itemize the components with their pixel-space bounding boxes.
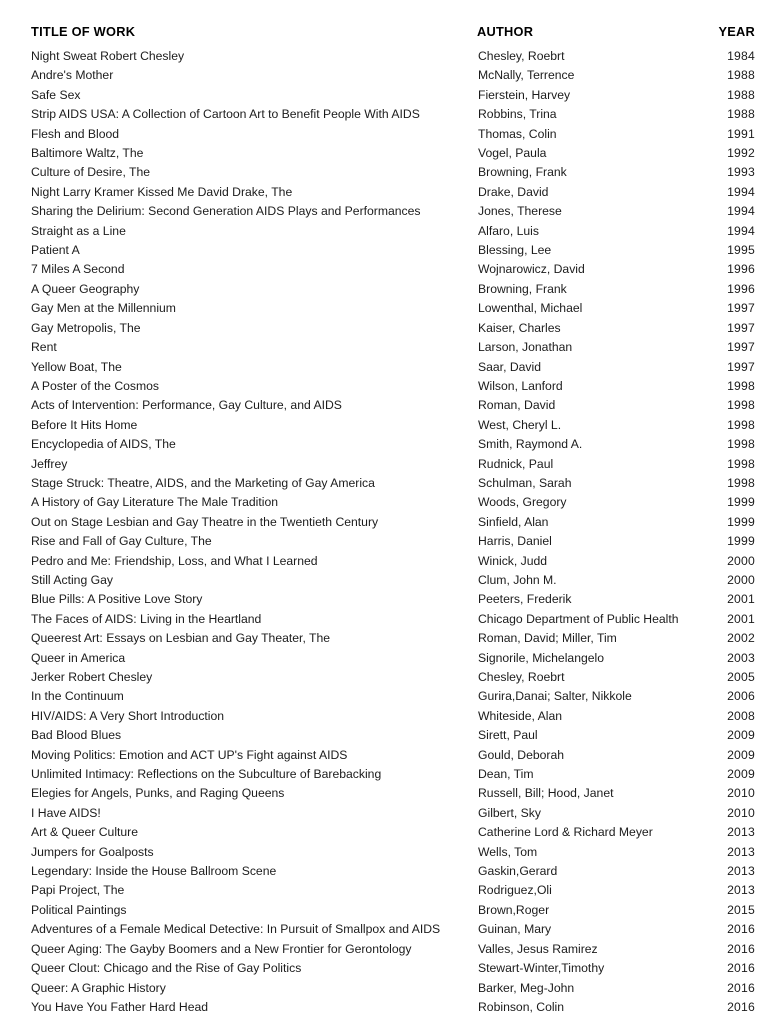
cell-author: Catherine Lord & Richard Meyer	[478, 825, 653, 840]
cell-author: Kaiser, Charles	[478, 320, 561, 335]
cell-author: West, Cheryl L.	[478, 417, 562, 432]
table-row	[31, 396, 755, 415]
cell-year: 1988	[727, 87, 755, 102]
cell-year: 1997	[727, 359, 755, 374]
cell-title: A Queer Geography	[31, 281, 140, 296]
cell-author: Stewart-Winter,Timothy	[478, 961, 605, 976]
table-row	[31, 532, 755, 551]
cell-title: Sharing the Delirium: Second Generation AIDS Plays and Performances	[31, 204, 421, 219]
cell-author: Whiteside, Alan	[478, 708, 563, 723]
cell-author: Wilson, Lanford	[478, 378, 563, 393]
cell-year: 1997	[727, 301, 755, 316]
table-row	[31, 493, 755, 512]
cell-year: 1998	[727, 475, 755, 490]
cell-title: Queer Aging: The Gayby Boomers and a New Frontier for Gerontology	[31, 941, 412, 956]
cell-title: Safe Sex	[31, 87, 81, 102]
table-row	[31, 125, 755, 144]
cell-author: Saar, David	[478, 359, 542, 374]
cell-year: 1998	[727, 437, 755, 452]
cell-title: Culture of Desire, The	[31, 165, 150, 180]
table-row	[31, 513, 755, 532]
cell-author: Guinan, Mary	[478, 922, 552, 937]
cell-author: Vogel, Paula	[478, 146, 547, 161]
cell-year: 1998	[727, 378, 755, 393]
table-row	[31, 105, 755, 124]
cell-title: Straight as a Line	[31, 223, 126, 238]
cell-title: Elegies for Angels, Punks, and Raging Queens	[31, 786, 285, 801]
cell-title: Rise and Fall of Gay Culture, The	[31, 534, 212, 549]
cell-year: 2013	[727, 864, 755, 879]
cell-author: Blessing, Lee	[478, 243, 552, 258]
cell-title: Patient A	[31, 243, 80, 258]
table-row	[31, 804, 755, 823]
cell-title: Jumpers for Goalposts	[31, 844, 154, 859]
table-row	[31, 784, 755, 803]
cell-title: Night Larry Kramer Kissed Me David Drake, The	[31, 184, 293, 199]
table-row	[31, 416, 755, 435]
cell-year: 2013	[727, 825, 755, 840]
table-row	[31, 377, 755, 396]
cell-title: Blue Pills: A Positive Love Story	[31, 592, 203, 607]
table-row	[31, 455, 755, 474]
cell-author: Wells, Tom	[478, 844, 538, 859]
cell-author: Signorile, Michelangelo	[478, 650, 605, 665]
cell-year: 1997	[727, 340, 755, 355]
cell-year: 2016	[727, 961, 755, 976]
cell-title: Flesh and Blood	[31, 126, 120, 141]
cell-title: Political Paintings	[31, 902, 127, 917]
table-row	[31, 66, 755, 85]
cell-author: Sinfield, Alan	[478, 514, 549, 529]
table-row	[31, 299, 755, 318]
cell-year: 2009	[727, 728, 755, 743]
cell-title: Before It Hits Home	[31, 417, 138, 432]
cell-title: A History of Gay Literature The Male Tradition	[31, 495, 279, 510]
cell-title: Bad Blood Blues	[31, 728, 122, 743]
cell-author: Browning, Frank	[478, 165, 567, 180]
cell-title: You Have You Father Hard Head	[31, 999, 209, 1014]
table-row	[31, 649, 755, 668]
table-row	[31, 86, 755, 105]
table-row	[31, 571, 755, 590]
cell-author: Wojnarowicz, David	[478, 262, 585, 277]
cell-title: Gay Metropolis, The	[31, 320, 141, 335]
table-row	[31, 726, 755, 745]
cell-author: Gould, Deborah	[478, 747, 565, 762]
cell-title: Night Sweat Robert Chesley	[31, 49, 185, 63]
cell-author: Sirett, Paul	[478, 728, 538, 743]
cell-author: Valles, Jesus Ramirez	[478, 941, 598, 956]
cell-year: 2001	[727, 611, 755, 626]
cell-year: 1998	[727, 417, 755, 432]
cell-title: Legendary: Inside the House Ballroom Scene	[31, 864, 277, 879]
table-row	[31, 998, 755, 1017]
cell-title: Stage Struck: Theatre, AIDS, and the Marketing of Gay America	[31, 475, 375, 490]
cell-author: Gurira,Danai; Salter, Nikkole	[478, 689, 632, 704]
cell-year: 2005	[727, 670, 755, 684]
cell-year: 1993	[727, 165, 755, 180]
cell-title: Still Acting Gay	[31, 572, 113, 587]
cell-author: Dean, Tim	[478, 767, 534, 782]
cell-year: 2016	[727, 941, 755, 956]
cell-title: I Have AIDS!	[31, 805, 101, 820]
cell-year: 2001	[727, 592, 755, 607]
cell-year: 1999	[727, 495, 755, 510]
cell-title: 7 Miles A Second	[31, 262, 125, 277]
cell-year: 1995	[727, 243, 755, 258]
cell-title: Queer: A Graphic History	[31, 980, 166, 995]
cell-title: Andre's Mother	[31, 68, 114, 83]
cell-year: 1994	[727, 184, 755, 199]
cell-year: 2013	[727, 844, 755, 859]
cell-author: Larson, Jonathan	[478, 340, 573, 355]
cell-year: 1988	[727, 107, 755, 122]
cell-year: 2010	[727, 786, 755, 801]
table-row	[31, 940, 755, 959]
cell-author: Chesley, Roebrt	[478, 49, 565, 63]
cell-year: 1996	[727, 262, 755, 277]
cell-author: Gilbert, Sky	[478, 805, 541, 820]
cell-year: 1999	[727, 514, 755, 529]
table-row	[31, 47, 755, 66]
cell-year: 1994	[727, 204, 755, 219]
cell-title: The Faces of AIDS: Living in the Heartland	[31, 611, 262, 626]
table-row	[31, 183, 755, 202]
table-row	[31, 823, 755, 842]
cell-title: Pedro and Me: Friendship, Loss, and What I Learned	[31, 553, 318, 568]
table-row	[31, 629, 755, 648]
cell-author: Rudnick, Paul	[478, 456, 554, 471]
cell-title: Strip AIDS USA: A Collection of Cartoon Art to Benefit People With AIDS	[31, 107, 420, 122]
cell-year: 1999	[727, 534, 755, 549]
cell-title: HIV/AIDS: A Very Short Introduction	[31, 708, 225, 723]
table-row	[31, 707, 755, 726]
cell-year: 1998	[727, 398, 755, 413]
cell-title: Encyclopedia of AIDS, The	[31, 437, 176, 452]
cell-title: Yellow Boat, The	[31, 359, 122, 374]
cell-year: 2009	[727, 767, 755, 782]
table-row	[31, 979, 755, 998]
cell-year: 2000	[727, 553, 755, 568]
table-row	[31, 338, 755, 357]
table-row	[31, 280, 755, 299]
table-row	[31, 687, 755, 706]
cell-author: Smith, Raymond A.	[478, 437, 583, 452]
cell-author: Roman, David	[478, 398, 556, 413]
table-row	[31, 881, 755, 900]
cell-author: Roman, David; Miller, Tim	[478, 631, 617, 646]
cell-author: Drake, David	[478, 184, 549, 199]
table-row	[31, 474, 755, 493]
cell-year: 1997	[727, 320, 755, 335]
cell-title: Queer in America	[31, 650, 126, 665]
table-body	[31, 47, 755, 1017]
cell-author: Winick, Judd	[478, 553, 548, 568]
cell-author: Robbins, Trina	[478, 107, 557, 122]
table-row	[31, 241, 755, 260]
cell-year: 2002	[727, 631, 755, 646]
cell-author: Chesley, Roebrt	[478, 670, 565, 684]
cell-title: Out on Stage Lesbian and Gay Theatre in the Twentieth Century	[31, 514, 379, 529]
cell-title: Jerker Robert Chesley	[31, 670, 153, 684]
cell-title: Moving Politics: Emotion and ACT UP's Fight against AIDS	[31, 747, 348, 762]
table-row	[31, 319, 755, 338]
header-row	[31, 24, 755, 47]
table-row	[31, 746, 755, 765]
cell-year: 2016	[727, 999, 755, 1014]
table-row	[31, 765, 755, 784]
cell-title: Art & Queer Culture	[31, 825, 139, 840]
cell-year: 2010	[727, 805, 755, 820]
cell-title: Acts of Intervention: Performance, Gay Culture, and AIDS	[31, 398, 342, 413]
table-row	[31, 260, 755, 279]
cell-author: Barker, Meg-John	[478, 980, 575, 995]
cell-author: Rodriguez,Oli	[478, 883, 552, 898]
table-row	[31, 222, 755, 241]
cell-year: 2016	[727, 922, 755, 937]
table-row	[31, 901, 755, 920]
table-row	[31, 920, 755, 939]
cell-year: 2000	[727, 572, 755, 587]
cell-year: 2013	[727, 883, 755, 898]
cell-author: Brown,Roger	[478, 902, 550, 917]
table-row	[31, 552, 755, 571]
cell-author: Jones, Therese	[478, 204, 562, 219]
cell-author: Gaskin,Gerard	[478, 864, 558, 879]
table-row	[31, 862, 755, 881]
table-row	[31, 163, 755, 182]
table-row	[31, 590, 755, 609]
cell-year: 2015	[727, 902, 755, 917]
cell-title: Unlimited Intimacy: Reflections on the Subculture of Barebacking	[31, 767, 382, 782]
cell-author: Chicago Department of Public Health	[478, 611, 679, 626]
cell-title: Rent	[31, 340, 57, 355]
cell-author: Clum, John M.	[478, 572, 557, 587]
cell-author: Lowenthal, Michael	[478, 301, 583, 316]
cell-year: 2008	[727, 708, 755, 723]
cell-author: Woods, Gregory	[478, 495, 567, 510]
column-header-title: TITLE OF WORK	[31, 24, 136, 39]
cell-year: 1988	[727, 68, 755, 83]
bibliography-table	[31, 24, 755, 1017]
cell-title: Jeffrey	[31, 456, 68, 471]
cell-author: Harris, Daniel	[478, 534, 552, 549]
cell-title: Gay Men at the Millennium	[31, 301, 176, 316]
cell-year: 1992	[727, 146, 755, 161]
cell-year: 2016	[727, 980, 755, 995]
cell-title: Adventures of a Female Medical Detective: In Pursuit of Smallpox and AIDS	[31, 922, 441, 937]
cell-title: Papi Project, The	[31, 883, 125, 898]
cell-author: Schulman, Sarah	[478, 475, 572, 490]
cell-year: 1991	[727, 126, 755, 141]
cell-title: Queer Clout: Chicago and the Rise of Gay Politics	[31, 961, 302, 976]
cell-year: 1996	[727, 281, 755, 296]
cell-author: Robinson, Colin	[478, 999, 565, 1014]
table-row	[31, 610, 755, 629]
cell-author: Thomas, Colin	[478, 126, 557, 141]
column-header-year: YEAR	[718, 24, 755, 39]
table-row	[31, 358, 755, 377]
table-row	[31, 843, 755, 862]
cell-author: Russell, Bill; Hood, Janet	[478, 786, 614, 801]
cell-year: 1998	[727, 456, 755, 471]
table-header	[31, 24, 755, 47]
table-row	[31, 959, 755, 978]
cell-title: In the Continuum	[31, 689, 124, 704]
cell-year: 1994	[727, 223, 755, 238]
cell-year: 2006	[727, 689, 755, 704]
cell-author: Peeters, Frederik	[478, 592, 572, 607]
cell-author: Browning, Frank	[478, 281, 567, 296]
cell-author: Fierstein, Harvey	[478, 87, 571, 102]
table-row	[31, 668, 755, 687]
cell-year: 2003	[727, 650, 755, 665]
table-row	[31, 144, 755, 163]
table-row	[31, 202, 755, 221]
cell-title: Baltimore Waltz, The	[31, 146, 144, 161]
cell-title: A Poster of the Cosmos	[31, 378, 160, 393]
column-header-author: AUTHOR	[477, 24, 534, 39]
cell-author: McNally, Terrence	[478, 68, 575, 83]
table-row	[31, 435, 755, 454]
cell-year: 2009	[727, 747, 755, 762]
cell-year: 1984	[727, 49, 755, 63]
cell-title: Queerest Art: Essays on Lesbian and Gay Theater, The	[31, 631, 330, 646]
cell-author: Alfaro, Luis	[478, 223, 539, 238]
